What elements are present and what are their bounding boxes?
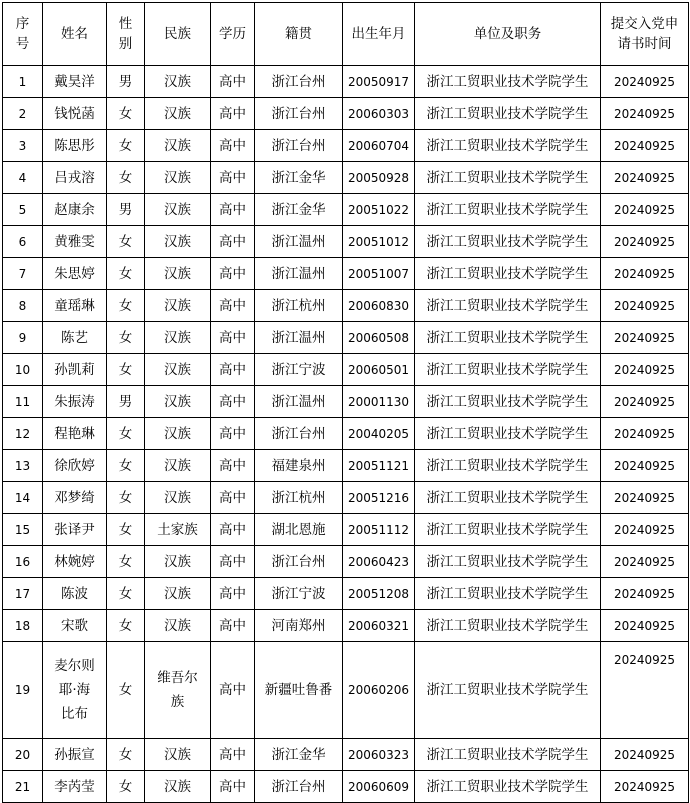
- cell-origin: 浙江金华: [255, 194, 343, 226]
- cell-unit: 浙江工贸职业技术学院学生: [415, 354, 601, 386]
- cell-gender: 女: [107, 514, 145, 546]
- table-row: [3, 514, 689, 546]
- cell-birth: 20050928: [343, 162, 415, 194]
- header-birth: 出生年月: [343, 3, 415, 66]
- cell-birth: 20051121: [343, 450, 415, 482]
- cell-submit-date: 20240925: [601, 450, 689, 482]
- cell-unit: 浙江工贸职业技术学院学生: [415, 386, 601, 418]
- cell-seq: 15: [3, 514, 43, 546]
- table-row: [3, 739, 689, 771]
- cell-submit-date: 20240925: [601, 130, 689, 162]
- cell-ethnic-line: 族: [170, 694, 185, 710]
- cell-education: 高中: [211, 322, 255, 354]
- cell-seq: 21: [3, 771, 43, 803]
- cell-name: 陈思彤: [43, 130, 107, 162]
- cell-unit: 浙江工贸职业技术学院学生: [415, 418, 601, 450]
- cell-ethnic: 汉族: [145, 578, 211, 610]
- cell-birth: 20060321: [343, 610, 415, 642]
- cell-ethnic: [145, 642, 211, 739]
- table-row: [3, 578, 689, 610]
- applicant-table: [2, 2, 689, 803]
- cell-gender: 女: [107, 130, 145, 162]
- cell-gender: 女: [107, 610, 145, 642]
- cell-origin: 湖北恩施: [255, 514, 343, 546]
- header-unit: 单位及职务: [415, 3, 601, 66]
- cell-origin: 浙江台州: [255, 130, 343, 162]
- cell-gender: 女: [107, 290, 145, 322]
- cell-name: 戴昊洋: [43, 66, 107, 98]
- cell-seq: 11: [3, 386, 43, 418]
- cell-unit: 浙江工贸职业技术学院学生: [415, 514, 601, 546]
- cell-name: 钱悦菡: [43, 98, 107, 130]
- cell-name-line: 麦尔则: [54, 658, 95, 674]
- cell-birth: 20060508: [343, 322, 415, 354]
- cell-seq: 4: [3, 162, 43, 194]
- cell-unit: 浙江工贸职业技术学院学生: [415, 546, 601, 578]
- cell-name: 李芮莹: [43, 771, 107, 803]
- table-row: [3, 98, 689, 130]
- cell-origin: 浙江金华: [255, 739, 343, 771]
- cell-education: 高中: [211, 771, 255, 803]
- cell-submit-date: 20240925: [601, 386, 689, 418]
- cell-seq: 12: [3, 418, 43, 450]
- cell-gender: 女: [107, 642, 145, 739]
- table-row: [3, 66, 689, 98]
- cell-ethnic: 汉族: [145, 482, 211, 514]
- header-row: [3, 3, 689, 66]
- table-row: [3, 482, 689, 514]
- cell-submit-date: 20240925: [601, 66, 689, 98]
- cell-submit-date: 20240925: [601, 226, 689, 258]
- cell-origin: 浙江杭州: [255, 482, 343, 514]
- cell-seq: 6: [3, 226, 43, 258]
- cell-unit: 浙江工贸职业技术学院学生: [415, 98, 601, 130]
- cell-name: [43, 642, 107, 739]
- cell-ethnic: 汉族: [145, 771, 211, 803]
- cell-education: 高中: [211, 354, 255, 386]
- cell-birth: 20051208: [343, 578, 415, 610]
- cell-ethnic: 汉族: [145, 450, 211, 482]
- cell-ethnic: 汉族: [145, 418, 211, 450]
- cell-seq: 17: [3, 578, 43, 610]
- header-seq: 序 号: [3, 3, 43, 66]
- cell-unit: 浙江工贸职业技术学院学生: [415, 610, 601, 642]
- cell-seq: 7: [3, 258, 43, 290]
- cell-birth: 20040205: [343, 418, 415, 450]
- cell-birth: 20001130: [343, 386, 415, 418]
- cell-education: 高中: [211, 66, 255, 98]
- cell-gender: 男: [107, 194, 145, 226]
- cell-ethnic-line: 维吾尔: [157, 670, 198, 686]
- cell-gender: 女: [107, 162, 145, 194]
- cell-ethnic: 汉族: [145, 386, 211, 418]
- cell-seq: 8: [3, 290, 43, 322]
- cell-submit-date: 20240925: [601, 642, 689, 739]
- cell-ethnic: 汉族: [145, 322, 211, 354]
- cell-origin: 浙江台州: [255, 418, 343, 450]
- cell-gender: 女: [107, 418, 145, 450]
- cell-submit-date: 20240925: [601, 258, 689, 290]
- cell-submit-date: 20240925: [601, 322, 689, 354]
- cell-seq: 2: [3, 98, 43, 130]
- cell-submit-date: 20240925: [601, 578, 689, 610]
- cell-submit-date: 20240925: [601, 194, 689, 226]
- cell-name: 程艳琳: [43, 418, 107, 450]
- cell-education: 高中: [211, 162, 255, 194]
- cell-seq: 20: [3, 739, 43, 771]
- cell-origin: 浙江温州: [255, 226, 343, 258]
- cell-origin: 浙江台州: [255, 771, 343, 803]
- cell-unit: 浙江工贸职业技术学院学生: [415, 771, 601, 803]
- cell-name: 童瑶琳: [43, 290, 107, 322]
- cell-ethnic: 汉族: [145, 162, 211, 194]
- header-origin: 籍贯: [255, 3, 343, 66]
- table-row: [3, 258, 689, 290]
- cell-gender: 女: [107, 739, 145, 771]
- cell-origin: 河南郑州: [255, 610, 343, 642]
- cell-education: 高中: [211, 546, 255, 578]
- cell-seq: 9: [3, 322, 43, 354]
- cell-education: 高中: [211, 418, 255, 450]
- cell-unit: 浙江工贸职业技术学院学生: [415, 450, 601, 482]
- cell-birth: 20051216: [343, 482, 415, 514]
- cell-origin: 浙江金华: [255, 162, 343, 194]
- cell-ethnic: 土家族: [145, 514, 211, 546]
- cell-birth: 20060830: [343, 290, 415, 322]
- cell-ethnic: 汉族: [145, 66, 211, 98]
- cell-gender: 女: [107, 546, 145, 578]
- cell-education: 高中: [211, 450, 255, 482]
- cell-seq: 14: [3, 482, 43, 514]
- cell-name: 吕戎溶: [43, 162, 107, 194]
- cell-name: 朱振涛: [43, 386, 107, 418]
- cell-gender: 女: [107, 98, 145, 130]
- cell-origin: 浙江温州: [255, 258, 343, 290]
- cell-unit: 浙江工贸职业技术学院学生: [415, 194, 601, 226]
- cell-gender: 女: [107, 482, 145, 514]
- cell-seq: 5: [3, 194, 43, 226]
- table-row: [3, 354, 689, 386]
- cell-name: 孙振宣: [43, 739, 107, 771]
- cell-education: 高中: [211, 482, 255, 514]
- cell-seq: 18: [3, 610, 43, 642]
- table-row: [3, 418, 689, 450]
- cell-name: 朱思婷: [43, 258, 107, 290]
- cell-birth: 20060423: [343, 546, 415, 578]
- cell-submit-date: 20240925: [601, 610, 689, 642]
- cell-ethnic: 汉族: [145, 98, 211, 130]
- cell-birth: 20051012: [343, 226, 415, 258]
- cell-unit: 浙江工贸职业技术学院学生: [415, 66, 601, 98]
- cell-ethnic: 汉族: [145, 226, 211, 258]
- table-row: [3, 546, 689, 578]
- cell-gender: 女: [107, 450, 145, 482]
- cell-seq: 16: [3, 546, 43, 578]
- header-education: 学历: [211, 3, 255, 66]
- cell-education: 高中: [211, 578, 255, 610]
- cell-education: 高中: [211, 258, 255, 290]
- header-submit-date: 提交入党申 请书时间: [601, 3, 689, 66]
- cell-unit: 浙江工贸职业技术学院学生: [415, 578, 601, 610]
- cell-education: 高中: [211, 226, 255, 258]
- cell-gender: 女: [107, 578, 145, 610]
- cell-submit-date: 20240925: [601, 546, 689, 578]
- cell-gender: 女: [107, 354, 145, 386]
- cell-name: 孙凯莉: [43, 354, 107, 386]
- cell-education: 高中: [211, 194, 255, 226]
- cell-education: 高中: [211, 739, 255, 771]
- cell-birth: 20060323: [343, 739, 415, 771]
- cell-name-line: 耶·海: [58, 682, 91, 698]
- cell-education: 高中: [211, 98, 255, 130]
- cell-education: 高中: [211, 386, 255, 418]
- table-row: [3, 322, 689, 354]
- cell-education: 高中: [211, 130, 255, 162]
- cell-ethnic: 汉族: [145, 130, 211, 162]
- cell-birth: 20051112: [343, 514, 415, 546]
- cell-name: 张译尹: [43, 514, 107, 546]
- cell-submit-date: 20240925: [601, 771, 689, 803]
- table-body: [3, 66, 689, 803]
- cell-unit: 浙江工贸职业技术学院学生: [415, 322, 601, 354]
- cell-gender: 女: [107, 226, 145, 258]
- cell-birth: 20050917: [343, 66, 415, 98]
- cell-ethnic: 汉族: [145, 610, 211, 642]
- cell-origin: 新疆吐鲁番: [255, 642, 343, 739]
- cell-ethnic: 汉族: [145, 739, 211, 771]
- cell-ethnic: 汉族: [145, 354, 211, 386]
- table-row: [3, 642, 689, 739]
- cell-education: 高中: [211, 290, 255, 322]
- cell-education: 高中: [211, 642, 255, 739]
- cell-name: 黄雅雯: [43, 226, 107, 258]
- cell-name: 邓梦绮: [43, 482, 107, 514]
- cell-origin: 浙江台州: [255, 98, 343, 130]
- cell-name: 赵康余: [43, 194, 107, 226]
- cell-origin: 浙江杭州: [255, 290, 343, 322]
- cell-name: 徐欣婷: [43, 450, 107, 482]
- cell-origin: 福建泉州: [255, 450, 343, 482]
- cell-gender: 男: [107, 66, 145, 98]
- cell-submit-date: 20240925: [601, 482, 689, 514]
- cell-submit-date: 20240925: [601, 418, 689, 450]
- header-ethnic: 民族: [145, 3, 211, 66]
- cell-ethnic: 汉族: [145, 290, 211, 322]
- cell-submit-date: 20240925: [601, 290, 689, 322]
- cell-unit: 浙江工贸职业技术学院学生: [415, 482, 601, 514]
- cell-origin: 浙江温州: [255, 386, 343, 418]
- cell-education: 高中: [211, 514, 255, 546]
- table-row: [3, 162, 689, 194]
- cell-birth: 20060501: [343, 354, 415, 386]
- cell-unit: 浙江工贸职业技术学院学生: [415, 162, 601, 194]
- header-gender: 性 别: [107, 3, 145, 66]
- cell-seq: 19: [3, 642, 43, 739]
- cell-gender: 女: [107, 771, 145, 803]
- cell-origin: 浙江温州: [255, 322, 343, 354]
- cell-submit-date: 20240925: [601, 98, 689, 130]
- cell-seq: 10: [3, 354, 43, 386]
- table-row: [3, 386, 689, 418]
- cell-birth: 20051007: [343, 258, 415, 290]
- cell-seq: 13: [3, 450, 43, 482]
- cell-unit: 浙江工贸职业技术学院学生: [415, 258, 601, 290]
- table-row: [3, 450, 689, 482]
- table-row: [3, 290, 689, 322]
- cell-unit: 浙江工贸职业技术学院学生: [415, 226, 601, 258]
- table-row: [3, 130, 689, 162]
- cell-unit: 浙江工贸职业技术学院学生: [415, 130, 601, 162]
- cell-unit: 浙江工贸职业技术学院学生: [415, 290, 601, 322]
- cell-birth: 20060303: [343, 98, 415, 130]
- cell-submit-date: 20240925: [601, 162, 689, 194]
- cell-submit-date: 20240925: [601, 354, 689, 386]
- cell-origin: 浙江台州: [255, 66, 343, 98]
- cell-ethnic: 汉族: [145, 194, 211, 226]
- cell-birth: 20060704: [343, 130, 415, 162]
- cell-origin: 浙江宁波: [255, 578, 343, 610]
- cell-name-line: 比布: [61, 706, 88, 722]
- cell-ethnic: 汉族: [145, 546, 211, 578]
- table-row: [3, 771, 689, 803]
- cell-birth: 20060609: [343, 771, 415, 803]
- header-name: 姓名: [43, 3, 107, 66]
- cell-seq: 1: [3, 66, 43, 98]
- cell-ethnic: 汉族: [145, 258, 211, 290]
- table-row: [3, 194, 689, 226]
- cell-name: 林婉婷: [43, 546, 107, 578]
- cell-name: 宋歌: [43, 610, 107, 642]
- cell-gender: 女: [107, 258, 145, 290]
- cell-birth: 20051022: [343, 194, 415, 226]
- cell-origin: 浙江台州: [255, 546, 343, 578]
- cell-gender: 女: [107, 322, 145, 354]
- cell-submit-date: 20240925: [601, 739, 689, 771]
- cell-seq: 3: [3, 130, 43, 162]
- table-row: [3, 226, 689, 258]
- cell-name: 陈艺: [43, 322, 107, 354]
- cell-submit-date: 20240925: [601, 514, 689, 546]
- cell-name: 陈波: [43, 578, 107, 610]
- cell-origin: 浙江宁波: [255, 354, 343, 386]
- cell-gender: 男: [107, 386, 145, 418]
- cell-unit: 浙江工贸职业技术学院学生: [415, 642, 601, 739]
- table-row: [3, 610, 689, 642]
- cell-education: 高中: [211, 610, 255, 642]
- cell-birth: 20060206: [343, 642, 415, 739]
- cell-unit: 浙江工贸职业技术学院学生: [415, 739, 601, 771]
